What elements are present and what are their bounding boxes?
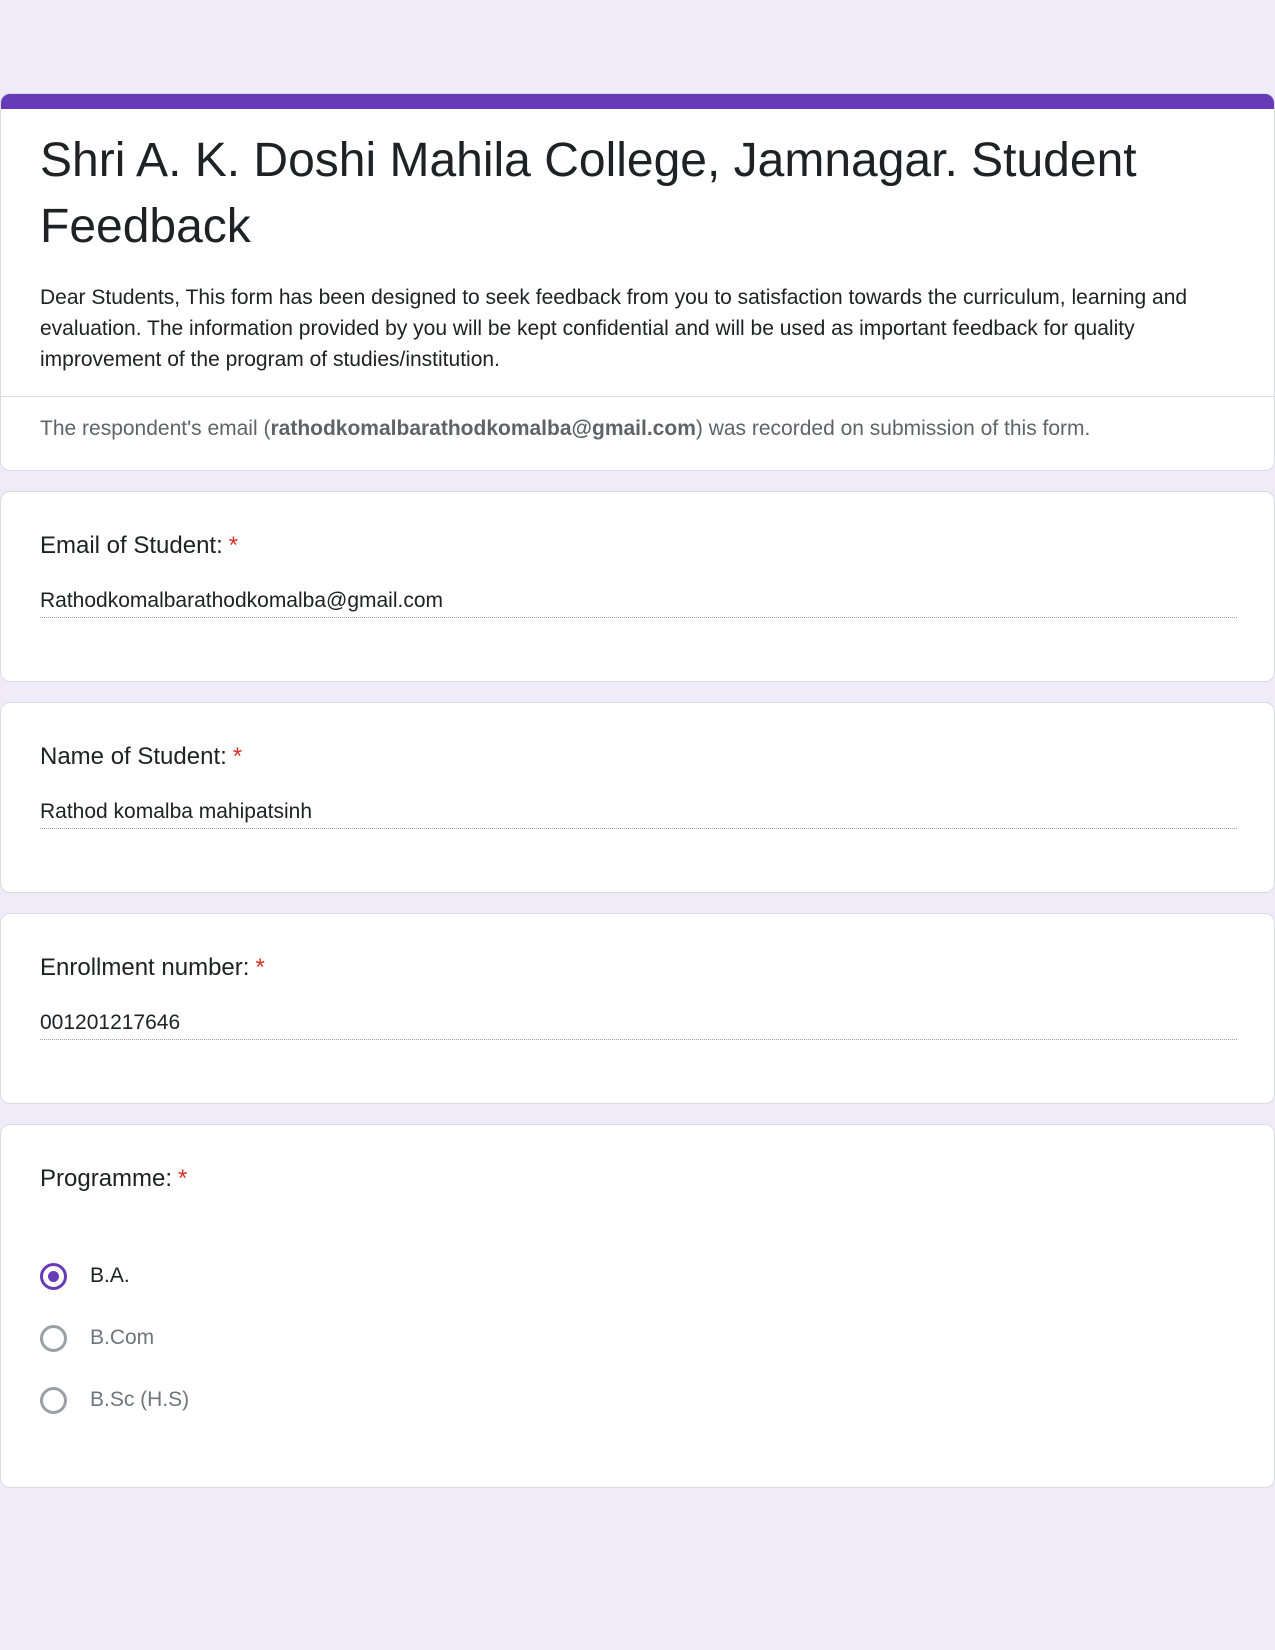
radio-unchecked-icon[interactable] [40, 1325, 67, 1352]
radio-checked-icon[interactable] [40, 1263, 67, 1290]
respondent-email-note [40, 414, 1090, 444]
question-label-name [40, 741, 242, 773]
radio-option-label: B.Com [90, 1326, 155, 1349]
email-answer-field[interactable]: Rathodkomalbarathodkomalba@gmail.com [40, 588, 1237, 618]
radio-option-label: B.A. [90, 1264, 130, 1287]
question-label-text: Programme: [40, 1165, 173, 1192]
question-label-email [40, 530, 238, 562]
question-card-programme [0, 1124, 1275, 1488]
name-answer-field[interactable]: Rathod komalba mahipatsinh [40, 799, 1237, 829]
question-label-text: Enrollment number: [40, 954, 250, 981]
respondent-email: rathodkomalbarathodkomalba@gmail.com [270, 417, 696, 440]
form-description: Dear Students, This form has been designed to seek feedback from you to satisfaction towards the curriculum, learning and evaluation. The information provided by you will be kept confidential and will be used as important feedback for quality improvement of the program of studies/institution. [40, 286, 1188, 371]
question-label-text: Email of Student: [40, 532, 223, 559]
email-note-suffix: ) was recorded on submission of this form. [695, 417, 1091, 440]
radio-option-ba[interactable] [40, 1259, 130, 1293]
email-note-prefix: The respondent's email ( [40, 417, 271, 440]
required-asterisk: * [228, 532, 239, 559]
header-divider [1, 396, 1274, 397]
question-label-enrollment [40, 952, 265, 984]
question-card-enrollment [0, 913, 1275, 1104]
radio-option-bcom[interactable] [40, 1321, 154, 1355]
question-card-email [0, 491, 1275, 682]
question-label-programme [40, 1163, 187, 1195]
form-header-card [0, 93, 1275, 471]
radio-option-label: B.Sc (H.S) [90, 1388, 190, 1411]
radio-option-bsc[interactable] [40, 1383, 189, 1417]
accent-bar [1, 94, 1274, 109]
required-asterisk: * [178, 1165, 188, 1192]
question-card-name [0, 702, 1275, 893]
question-label-text: Name of Student: [40, 743, 227, 770]
form-title: Shri A. K. Doshi Mahila College, Jamnagar. Student Feedback [40, 134, 1137, 253]
required-asterisk: * [255, 954, 265, 981]
radio-unchecked-icon[interactable] [40, 1387, 67, 1414]
required-asterisk: * [232, 743, 243, 770]
enrollment-answer-field[interactable]: 001201217646 [40, 1010, 1237, 1040]
